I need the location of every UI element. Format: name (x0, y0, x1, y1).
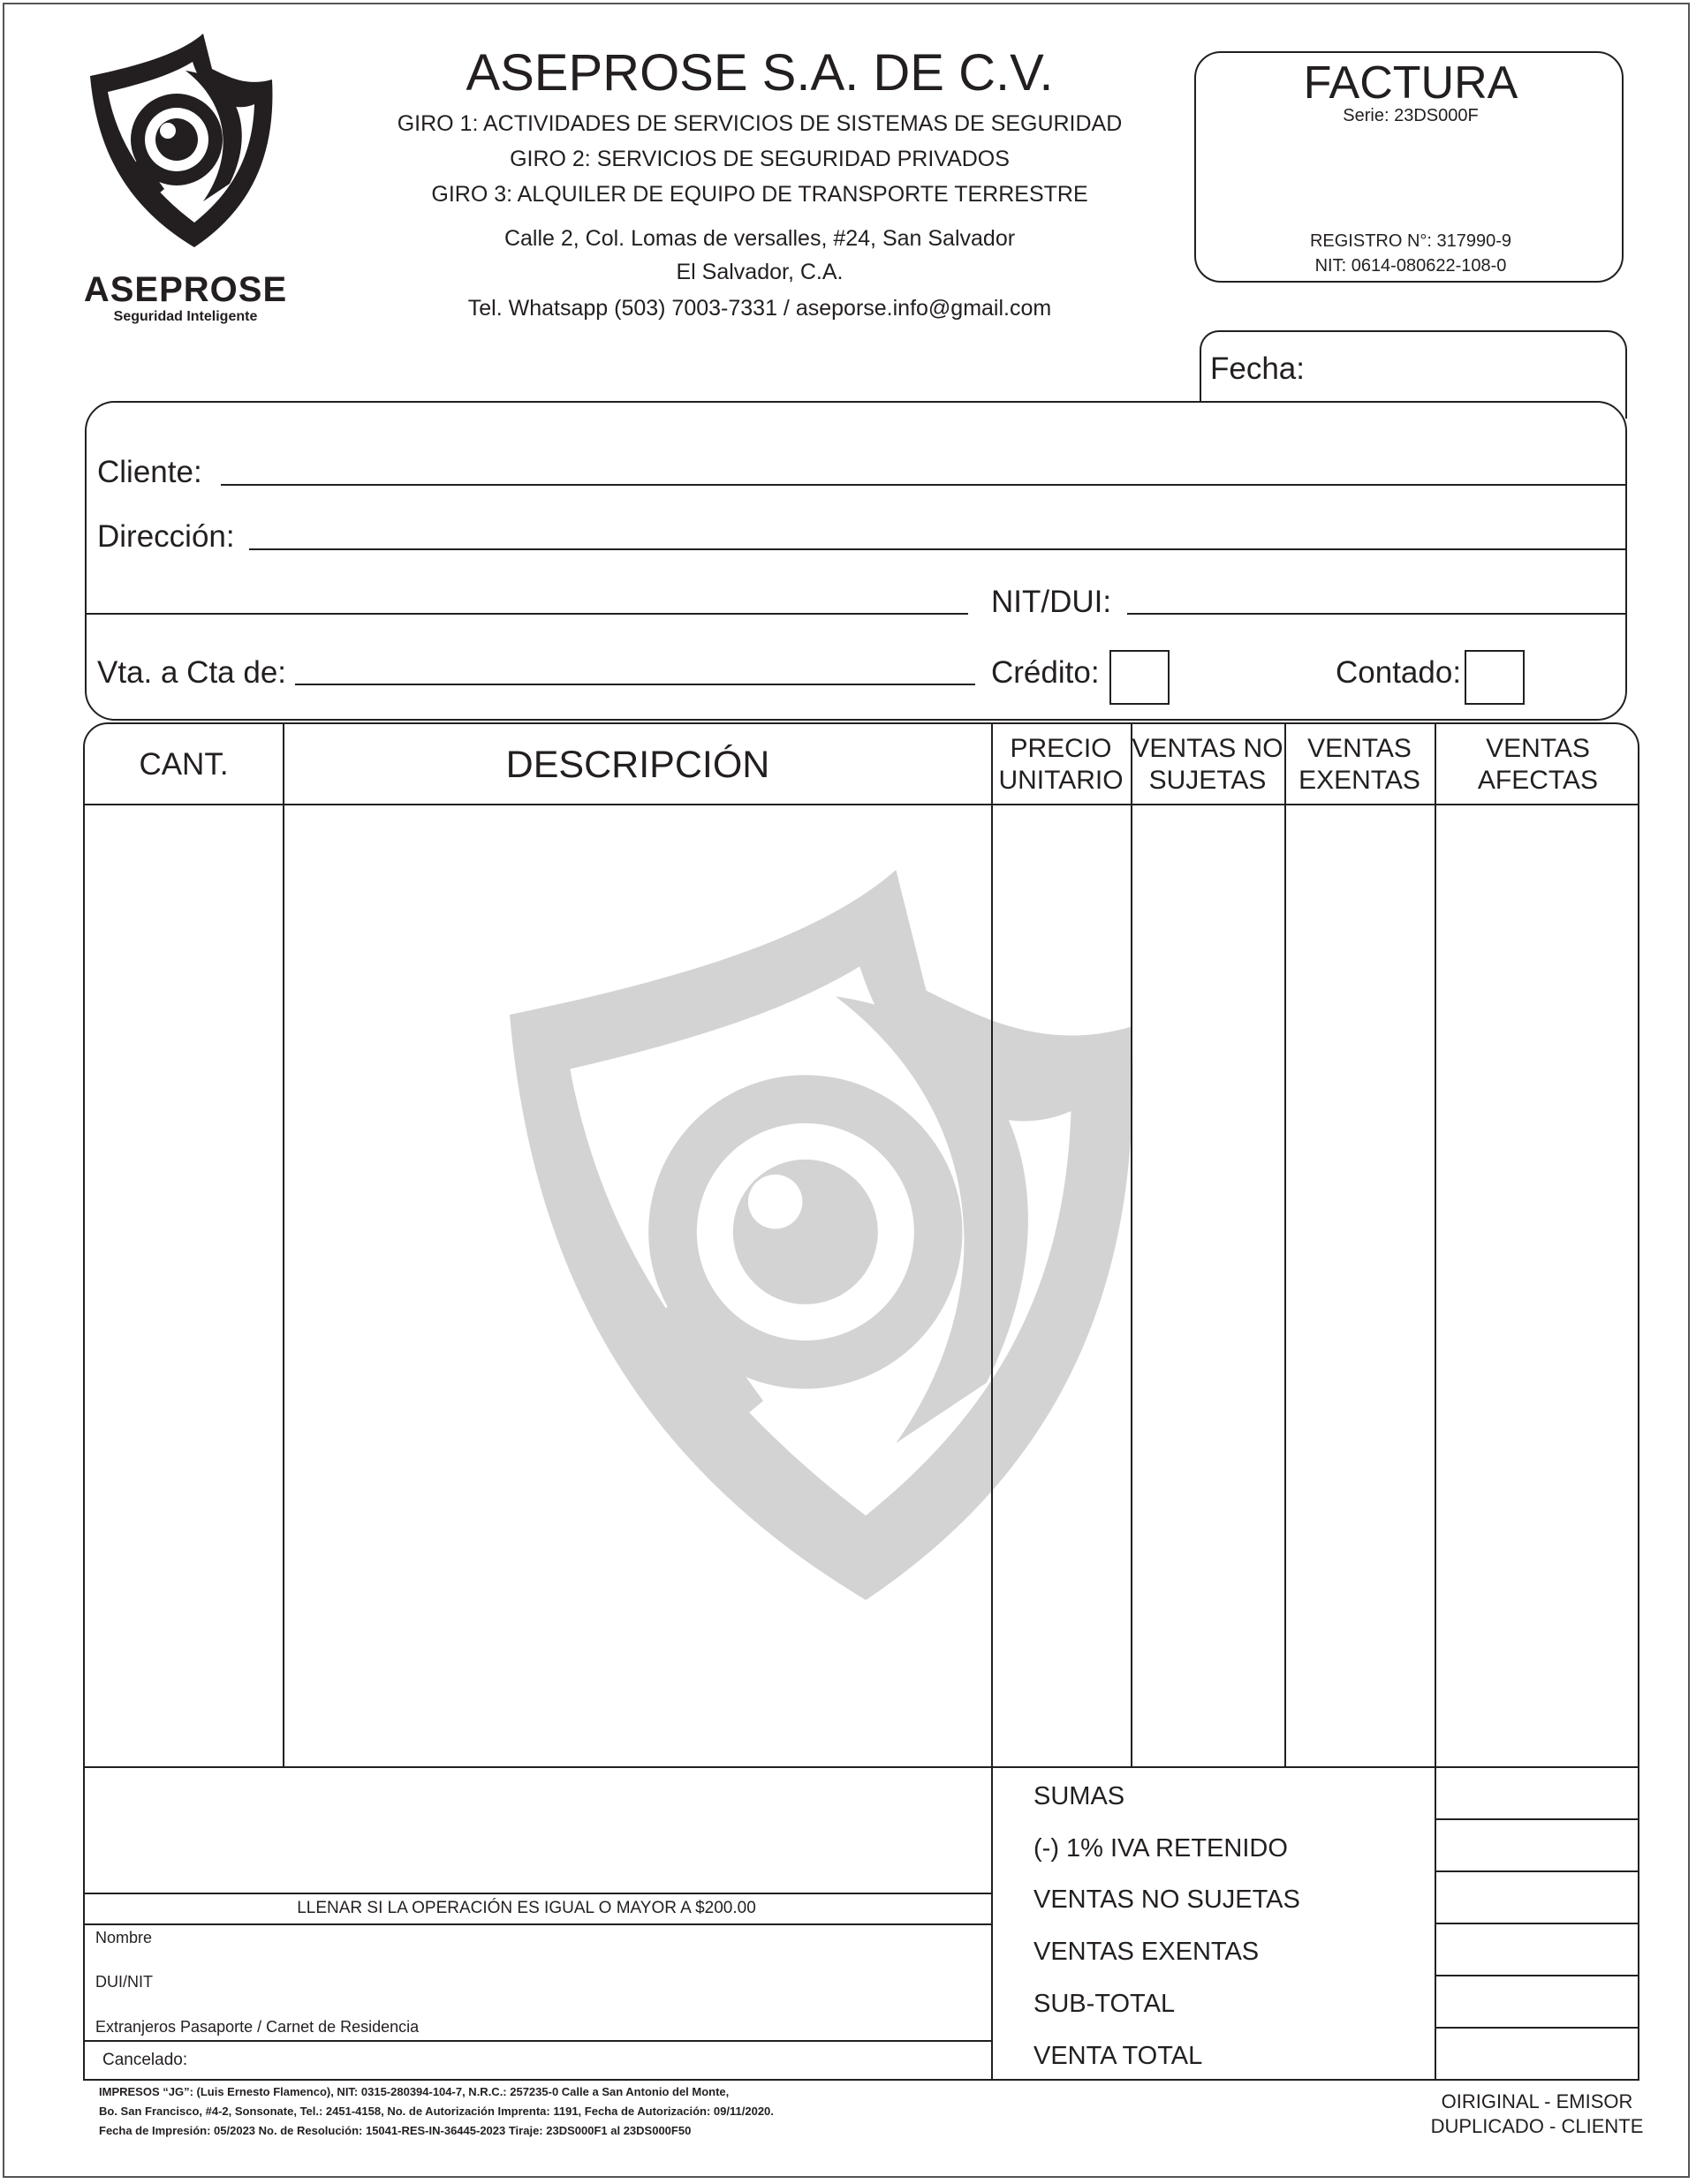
col-divider-cant (283, 724, 284, 1766)
contado-checkbox[interactable] (1465, 650, 1525, 705)
totals-row-line-1 (1435, 1818, 1639, 1820)
direccion-field[interactable] (249, 548, 1627, 550)
printer-line-2: Bo. San Francisco, #4-2, Sonsonate, Tel.: 2451-4158, No. de Autorización Imprenta: 1191, Fecha de Autorización: 09/11/2020. (99, 2105, 774, 2118)
operation-heading-line (85, 1923, 991, 1925)
company-giro-3: GIRO 3: ALQUILER DE EQUIPO DE TRANSPORTE TERRESTRE (431, 182, 1088, 207)
contado-label: Contado: (1336, 655, 1462, 690)
header-nosujetas-line-1: VENTAS NO (1132, 734, 1283, 763)
printer-info (99, 2082, 774, 2141)
totals-row-line-3 (1435, 1923, 1639, 1924)
printer-line-1: IMPRESOS “JG”: (Luis Ernesto Flamenco), NIT: 0315-280394-104-7, N.R.C.: 257235-0 Calle a San Antonio del Monte, (99, 2085, 730, 2098)
total-label-venta-total: VENTA TOTAL (1034, 2042, 1203, 2070)
company-giro-1: GIRO 1: ACTIVIDADES DE SERVICIOS DE SISTEMAS DE SEGURIDAD (397, 111, 1123, 136)
header-precio-line-1: PRECIO (1010, 734, 1112, 763)
col-divider-exentas (1435, 724, 1436, 2081)
table-header-divider (85, 804, 1639, 805)
company-contact: Tel. Whatsapp (503) 7003-7331 / aseporse.info@gmail.com (467, 296, 1052, 321)
header-cant: CANT. (139, 747, 229, 782)
operation-cancelado-line (85, 2040, 991, 2042)
shield-camera-icon (80, 34, 292, 254)
invoice-registro: REGISTRO N°: 317990-9 (1309, 231, 1512, 251)
vta-cta-field[interactable] (295, 684, 975, 685)
direccion-label: Dirección: (97, 519, 235, 554)
col-divider-precio (1131, 724, 1132, 1766)
header-ventas-afectas (1435, 733, 1639, 797)
company-address-line-1: Calle 2, Col. Lomas de versalles, #24, San Salvador (504, 226, 1016, 251)
total-label-sumas: SUMAS (1034, 1782, 1125, 1810)
header-nosujetas-line-2: SUJETAS (1148, 766, 1267, 795)
printer-line-3: Fecha de Impresión: 05/2023 No. de Resolución: 15041-RES-IN-36445-2023 Tiraje: 23DS000F1 al 23DS000F50 (99, 2124, 692, 2137)
total-label-sub-total: SUB-TOTAL (1034, 1990, 1176, 2018)
total-label-iva-retenido: (-) 1% IVA RETENIDO (1034, 1834, 1288, 1863)
items-table (83, 722, 1639, 2081)
company-giro-2: GIRO 2: SERVICIOS DE SEGURIDAD PRIVADOS (510, 147, 1010, 171)
total-label-ventas-no-sujetas: VENTAS NO SUJETAS (1034, 1885, 1300, 1914)
vta-cta-label: Vta. a Cta de: (97, 655, 287, 690)
header-afectas-line-2: AFECTAS (1477, 766, 1599, 795)
cliente-field[interactable] (221, 484, 1627, 486)
operation-top-line (85, 1893, 991, 1894)
col-divider-desc (991, 724, 993, 2081)
direccion-field-2[interactable] (87, 613, 968, 615)
header-afectas-line-1: VENTAS (1486, 734, 1590, 763)
header-precio-unitario (991, 733, 1131, 797)
operation-duinit-label: DUI/NIT (95, 1973, 153, 1991)
header-ventas-no-sujetas (1131, 733, 1284, 797)
nitdui-field[interactable] (1127, 613, 1627, 615)
company-logo (80, 34, 292, 325)
operation-extranjeros-label: Extranjeros Pasaporte / Carnet de Residencia (95, 2018, 420, 2036)
invoice-serie: Serie: 23DS000F (1343, 106, 1479, 125)
operation-nombre-label: Nombre (95, 1929, 153, 1946)
company-address-line-2: El Salvador, C.A. (676, 260, 844, 284)
invoice-title: FACTURA (1303, 57, 1518, 109)
watermark-shield-icon (473, 867, 1198, 1627)
header-exentas-line-1: VENTAS (1307, 734, 1412, 763)
copies-info (1413, 2090, 1661, 2139)
totals-row-line-4 (1435, 1975, 1639, 1976)
totals-row-line-2 (1435, 1870, 1639, 1872)
credito-checkbox[interactable] (1109, 650, 1170, 705)
copies-line-1: OIRIGINAL - EMISOR (1441, 2090, 1633, 2112)
nitdui-label: NIT/DUI: (991, 585, 1112, 619)
cliente-label: Cliente: (97, 455, 202, 489)
header-exentas-line-2: EXENTAS (1298, 766, 1420, 795)
col-divider-nosujetas (1284, 724, 1286, 1766)
company-name: ASEPROSE S.A. DE C.V. (466, 44, 1054, 102)
total-label-ventas-exentas: VENTAS EXENTAS (1034, 1938, 1260, 1966)
client-box (85, 401, 1627, 721)
operation-heading: LLENAR SI LA OPERACIÓN ES IGUAL O MAYOR A $200.00 (297, 1899, 756, 1917)
header-descripcion: DESCRIPCIÓN (505, 744, 770, 786)
totals-row-line-5 (1435, 2027, 1639, 2029)
header-precio-line-2: UNITARIO (998, 766, 1124, 795)
copies-line-2: DUPLICADO - CLIENTE (1430, 2115, 1644, 2137)
logo-tagline: Seguridad Inteligente (113, 309, 258, 324)
cancelado-label: Cancelado: (102, 2051, 188, 2069)
invoice-info-box (1194, 51, 1624, 283)
logo-brand-name: ASEPROSE (83, 270, 288, 309)
invoice-nit: NIT: 0614-080622-108-0 (1314, 256, 1507, 276)
fecha-label: Fecha: (1210, 351, 1305, 386)
header-ventas-exentas (1284, 733, 1435, 797)
table-body-bottom (85, 1766, 1639, 1768)
credito-label: Crédito: (991, 655, 1100, 690)
